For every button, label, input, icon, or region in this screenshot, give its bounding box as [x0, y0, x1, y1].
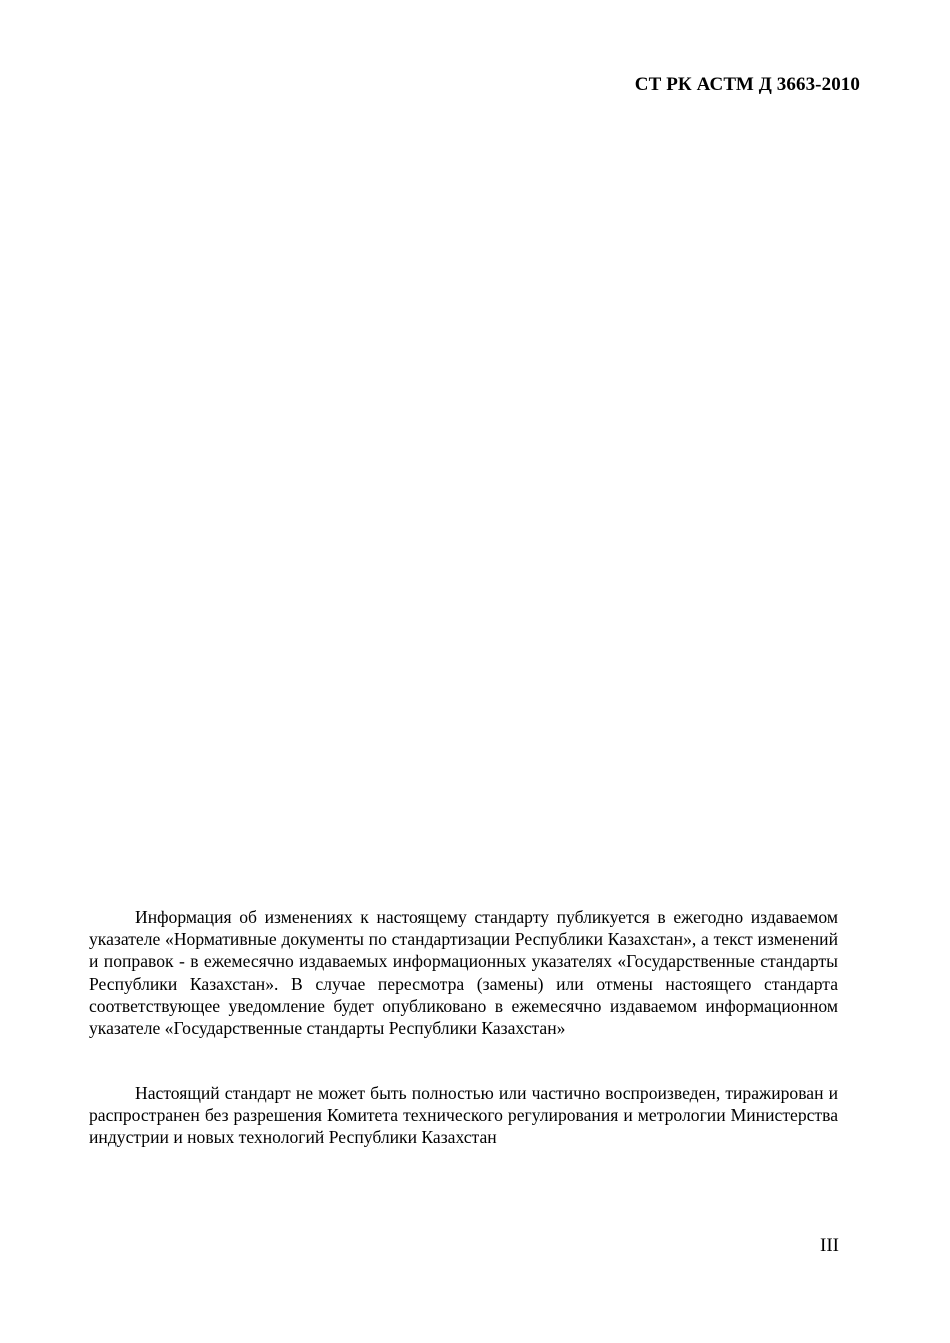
changes-notice-paragraph: Информация об изменениях к настоящему стандарту публикуется в ежегодно издаваемом указателе «Нормативные документы по стандартизации Республики Казахстан», а текст изменений и поправок - в ежемесячно издаваемых информационных указателях «Государственные стандарты Республики Казахстан». В случае пересмотра (замены) или отмены настоящего стандарта соответствующее уведомление будет опубликовано в ежемесячно издаваемом информационном указателе «Государственные стандарты Республики Казахстан»	[89, 907, 838, 1039]
document-code-header: СТ РК АСТМ Д 3663-2010	[634, 74, 860, 95]
page-number: III	[820, 1235, 839, 1256]
copyright-notice-paragraph: Настоящий стандарт не может быть полностью или частично воспроизведен, тиражирован и распространен без разрешения Комитета технического регулирования и метрологии Министерства индустрии и новых технологий Республики Казахстан	[89, 1083, 838, 1148]
